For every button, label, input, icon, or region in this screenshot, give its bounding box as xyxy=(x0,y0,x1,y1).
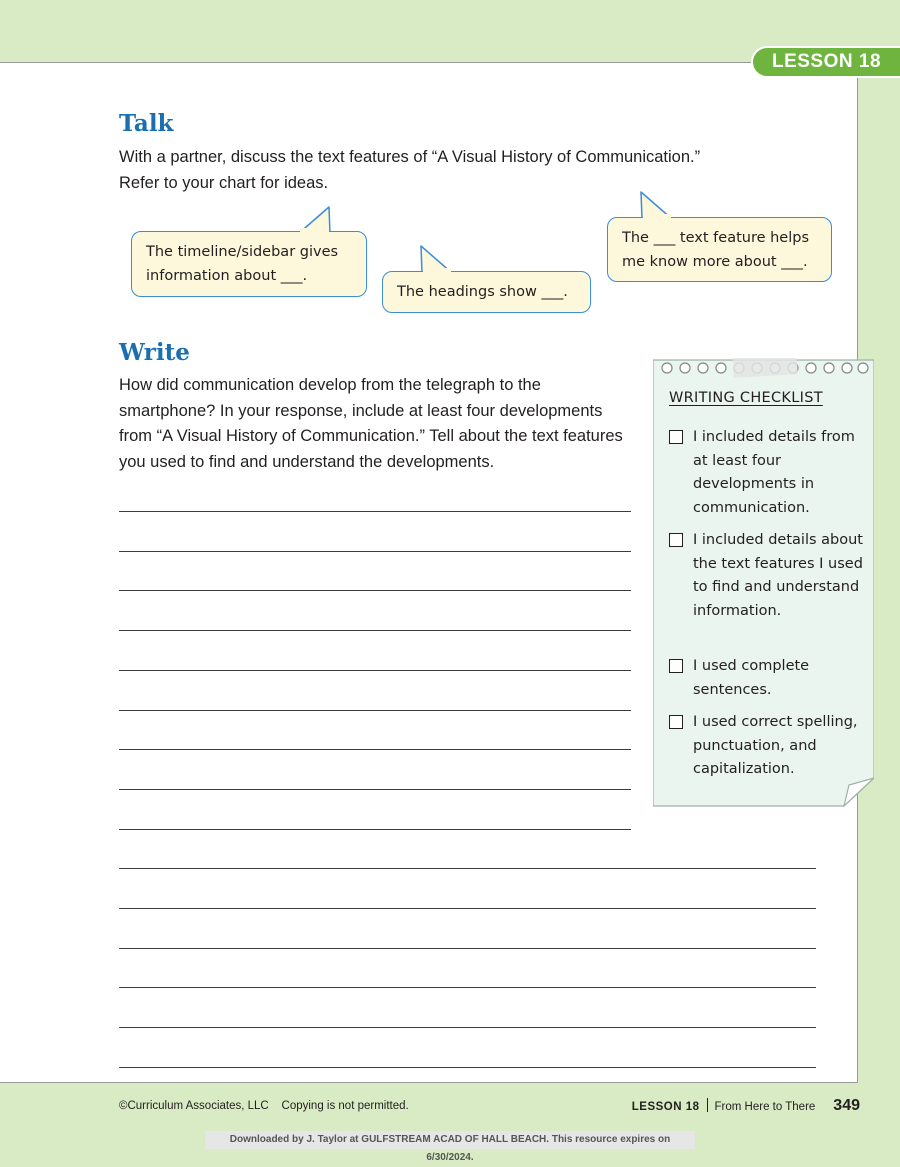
write-prompt: How did communication develop from the telegraph to the smartphone? In your response, include at least four developments from “A Visual History of Communication.” Tell about the text features you used to find and understand the developments. xyxy=(119,376,623,471)
footer-lesson-info xyxy=(632,1096,860,1115)
copying-notice: Copying is not permitted. xyxy=(281,1100,409,1112)
writing-line[interactable] xyxy=(119,829,631,830)
writing-line[interactable] xyxy=(119,551,631,552)
writing-line[interactable] xyxy=(119,868,816,869)
checklist-item-text: I used correct spelling, punctuation, and capitalization. xyxy=(693,714,858,777)
checkbox[interactable] xyxy=(669,715,683,729)
speech-bubble-timeline: The timeline/sidebar gives information about ___. xyxy=(131,231,367,297)
writing-line[interactable] xyxy=(119,670,631,671)
writing-line[interactable] xyxy=(119,789,631,790)
writing-line[interactable] xyxy=(119,987,816,988)
checklist-item-text: I used complete sentences. xyxy=(693,658,810,698)
writing-line[interactable] xyxy=(119,948,816,949)
speech-bubble-headings: The headings show ___. xyxy=(382,271,591,313)
talk-instructions: With a partner, discuss the text features of “A Visual History of Communication.” Refer to your chart for ideas. xyxy=(119,148,701,192)
checklist-item-text: I included details from at least four developments in communication. xyxy=(693,429,855,516)
bubble-tail-mask xyxy=(418,268,458,274)
footer-copyright xyxy=(119,1100,409,1112)
writing-line[interactable] xyxy=(119,630,631,631)
writing-line[interactable] xyxy=(119,1067,816,1068)
checklist-item-text: I included details about the text features I used to find and understand information. xyxy=(693,532,863,619)
tape xyxy=(732,358,797,378)
footer-lesson: LESSON 18 xyxy=(631,1101,700,1113)
speech-bubble-text-feature: The ___ text feature helps me know more about ___. xyxy=(607,217,832,282)
footer-title: From Here to There xyxy=(714,1101,816,1113)
checkbox[interactable] xyxy=(669,533,683,547)
lesson-tab: LESSON 18 xyxy=(751,46,900,78)
write-heading: Write xyxy=(119,339,190,366)
bubble-tail-mask xyxy=(638,214,678,220)
writing-line[interactable] xyxy=(119,908,816,909)
checkbox[interactable] xyxy=(669,659,683,673)
download-notice: Downloaded by J. Taylor at GULFSTREAM ACAD OF HALL BEACH. This resource expires on 6/30/2024. xyxy=(205,1131,695,1149)
footer-separator xyxy=(707,1098,708,1112)
writing-line[interactable] xyxy=(119,590,631,591)
writing-line[interactable] xyxy=(119,511,631,512)
writing-checklist xyxy=(653,358,874,807)
copyright-text: ©Curriculum Associates, LLC xyxy=(119,1100,269,1112)
talk-heading: Talk xyxy=(119,110,174,137)
checkbox[interactable] xyxy=(669,430,683,444)
checklist-title: WRITING CHECKLIST xyxy=(669,390,823,406)
writing-line[interactable] xyxy=(119,1027,816,1028)
bubble-tail-mask xyxy=(296,228,336,234)
page-number: 349 xyxy=(833,1097,860,1114)
writing-line[interactable] xyxy=(119,749,631,750)
writing-line[interactable] xyxy=(119,710,631,711)
